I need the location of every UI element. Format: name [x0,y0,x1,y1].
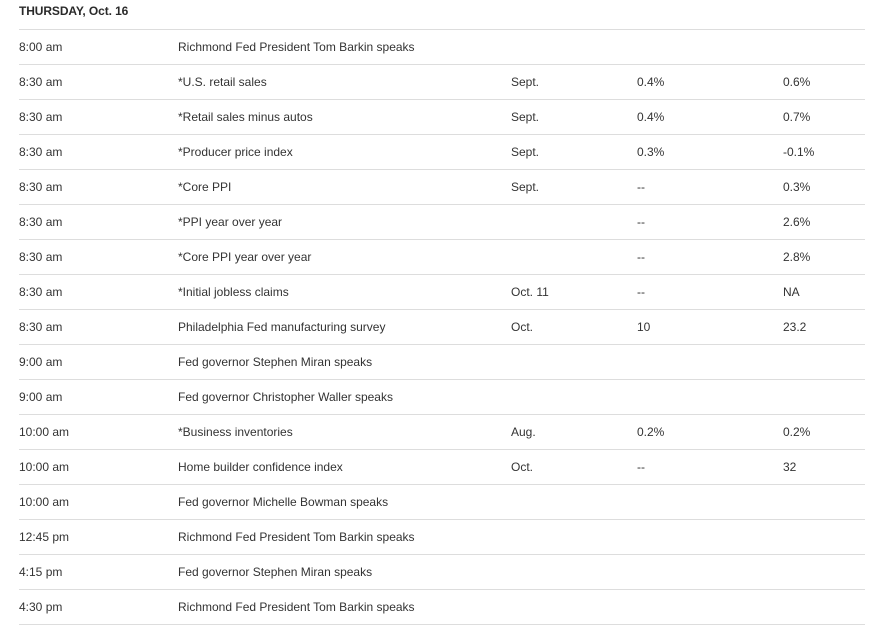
forecast-cell: -- [637,250,645,264]
forecast-cell: 0.4% [637,110,665,124]
event-cell: *Initial jobless claims [178,285,289,299]
event-cell: *Business inventories [178,425,293,439]
table-row [19,310,865,345]
event-cell: *Retail sales minus autos [178,110,313,124]
event-cell: Fed governor Stephen Miran speaks [178,355,373,369]
time-cell: 8:00 am [19,40,63,54]
event-cell: *Core PPI year over year [178,250,312,264]
previous-cell: NA [783,285,800,299]
time-cell: 8:30 am [19,75,63,89]
previous-cell: 0.6% [783,75,811,89]
forecast-cell: -- [637,285,645,299]
period-cell: Sept. [511,75,540,89]
period-cell: Sept. [511,110,540,124]
time-cell: 9:00 am [19,390,63,404]
table-row [19,380,865,415]
time-cell: 12:45 pm [19,530,70,544]
forecast-cell: 0.4% [637,75,665,89]
event-cell: *Core PPI [178,180,232,194]
table-row [19,275,865,310]
previous-cell: 0.7% [783,110,811,124]
table-row [19,520,865,555]
forecast-cell: -- [637,460,645,474]
table-row [19,345,865,380]
previous-cell: 32 [783,460,797,474]
event-cell: Fed governor Stephen Miran speaks [178,565,373,579]
time-cell: 8:30 am [19,180,63,194]
event-cell: Fed governor Michelle Bowman speaks [178,495,389,509]
time-cell: 10:00 am [19,425,70,439]
event-cell: Richmond Fed President Tom Barkin speaks [178,40,415,54]
event-cell: Fed governor Christopher Waller speaks [178,390,393,404]
table-row [19,555,865,590]
time-cell: 8:30 am [19,110,63,124]
period-cell: Oct. [511,320,534,334]
table-row [19,170,865,205]
day-header: THURSDAY, Oct. 16 [19,4,129,18]
time-cell: 8:30 am [19,285,63,299]
table-row [19,415,865,450]
calendar-table [19,29,865,625]
event-cell: Richmond Fed President Tom Barkin speaks [178,600,415,614]
time-cell: 8:30 am [19,215,63,229]
table-row [19,485,865,520]
forecast-cell: 0.2% [637,425,665,439]
table-row [19,65,865,100]
table-row [19,240,865,275]
previous-cell: 0.2% [783,425,811,439]
table-row [19,135,865,170]
time-cell: 4:30 pm [19,600,63,614]
previous-cell: 2.6% [783,215,811,229]
period-cell: Oct. 11 [511,285,549,299]
forecast-cell: -- [637,180,645,194]
event-cell: *Producer price index [178,145,293,159]
event-cell: Richmond Fed President Tom Barkin speaks [178,530,415,544]
previous-cell: 23.2 [783,320,807,334]
table-row [19,100,865,135]
time-cell: 8:30 am [19,250,63,264]
forecast-cell: -- [637,215,645,229]
forecast-cell: 10 [637,320,651,334]
table-row [19,590,865,625]
time-cell: 9:00 am [19,355,63,369]
period-cell: Oct. [511,460,534,474]
time-cell: 10:00 am [19,460,70,474]
event-cell: Home builder confidence index [178,460,343,474]
table-row [19,450,865,485]
previous-cell: 2.8% [783,250,811,264]
period-cell: Aug. [511,425,536,439]
time-cell: 8:30 am [19,145,63,159]
table-row [19,205,865,240]
period-cell: Sept. [511,145,540,159]
previous-cell: -0.1% [783,145,815,159]
forecast-cell: 0.3% [637,145,665,159]
table-row [19,30,865,65]
time-cell: 10:00 am [19,495,70,509]
previous-cell: 0.3% [783,180,811,194]
event-cell: Philadelphia Fed manufacturing survey [178,320,386,334]
event-cell: *PPI year over year [178,215,283,229]
time-cell: 8:30 am [19,320,63,334]
time-cell: 4:15 pm [19,565,63,579]
event-cell: *U.S. retail sales [178,75,267,89]
period-cell: Sept. [511,180,540,194]
